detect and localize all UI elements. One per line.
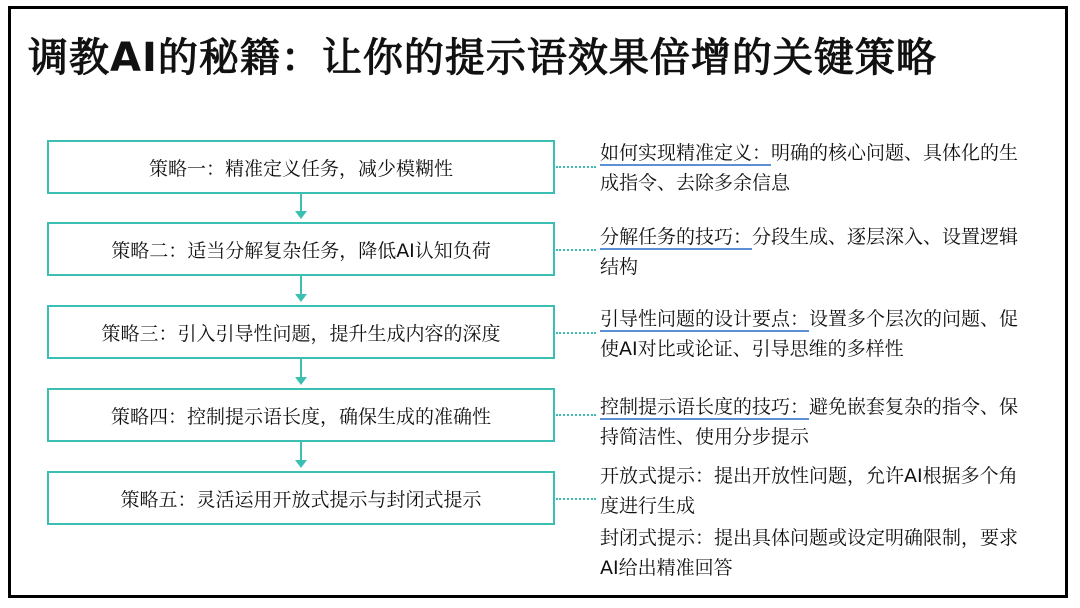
detail-body-4: 避免嵌套复杂的指令、保持简洁性、使用分步提示	[600, 396, 1019, 448]
arrow-line-2	[300, 276, 302, 295]
strategy-box-3	[47, 305, 555, 359]
strategy-label-1: 策略一：精准定义任务，减少模糊性	[148, 157, 453, 180]
detail-head-6: 封闭式提示：	[600, 527, 715, 549]
detail-head-3: 引导性问题的设计要点：	[600, 308, 810, 330]
detail-4	[600, 392, 1036, 452]
arrow-down-icon	[295, 294, 307, 302]
detail-body-6: 提出具体问题或设定明确限制，要求AI给出精准回答	[600, 527, 1019, 579]
strategy-box-2	[47, 222, 555, 276]
arrow-line-1	[300, 194, 302, 212]
connector-dots-2	[556, 249, 596, 251]
connector-dots-1	[556, 166, 596, 168]
detail-5	[600, 461, 1036, 521]
strategy-label-2: 策略二：适当分解复杂任务，降低AI认知负荷	[111, 239, 491, 262]
strategy-box-1	[47, 140, 555, 194]
connector-dots-4	[556, 414, 596, 416]
page-title: 调教AI的秘籍：让你的提示语效果倍增的关键策略	[28, 35, 937, 81]
connector-dots-3	[556, 332, 596, 334]
connector-dots-5	[556, 498, 596, 500]
strategy-box-5	[47, 471, 555, 525]
arrow-line-4	[300, 442, 302, 461]
detail-head-5: 开放式提示：	[600, 465, 715, 487]
arrow-down-icon	[295, 460, 307, 468]
strategy-label-4: 策略四：控制提示语长度，确保生成的准确性	[110, 405, 491, 428]
detail-6	[600, 523, 1036, 583]
detail-2	[600, 222, 1036, 282]
detail-head-1: 如何实现精准定义：	[600, 142, 772, 164]
arrow-down-icon	[295, 211, 307, 219]
strategy-label-3: 策略三：引入引导性问题，提升生成内容的深度	[101, 322, 501, 345]
detail-1	[600, 138, 1036, 198]
detail-3	[600, 304, 1036, 364]
arrow-down-icon	[295, 377, 307, 385]
detail-body-1: 明确的核心问题、具体化的生成指令、去除多余信息	[600, 142, 1019, 194]
strategy-box-4	[47, 388, 555, 442]
detail-head-4: 控制提示语长度的技巧：	[600, 396, 810, 418]
strategy-label-5: 策略五：灵活运用开放式提示与封闭式提示	[120, 488, 482, 511]
detail-head-2: 分解任务的技巧：	[600, 226, 753, 248]
detail-body-3: 设置多个层次的问题、促使AI对比或论证、引导思维的多样性	[600, 308, 1019, 360]
detail-body-2: 分段生成、逐层深入、设置逻辑结构	[600, 226, 1019, 278]
detail-body-5: 提出开放性问题，允许AI根据多个角度进行生成	[600, 465, 1018, 517]
arrow-line-3	[300, 359, 302, 378]
